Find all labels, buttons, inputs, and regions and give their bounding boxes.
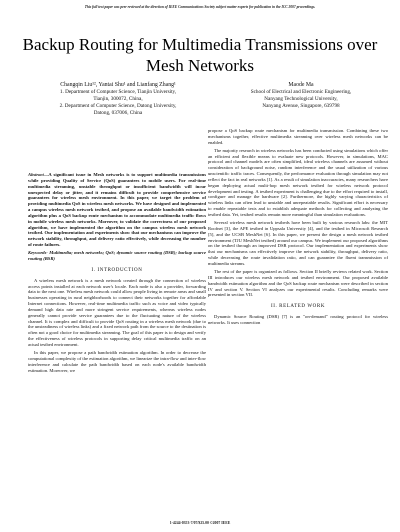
left-column (28, 172, 206, 376)
abstract (28, 172, 206, 248)
affiliation-line: 1. Department of Computer Science, Tianjin University, (59, 88, 177, 95)
intro-paragraph-2: In this paper, we propose a path bandwidth estimation algorithm. In order to decrease the computational complexity of the estimation algorithm, we linearize the intra-flow and inter-flow interference and calculate the path bandwidth based on each node's available bandwidth estimation. Moreover, we (28, 350, 206, 373)
section-heading-related-work: II. RELATED WORK (270, 304, 326, 310)
affiliation-line: School of Electrical and Electronic Engineering, (250, 88, 352, 95)
affiliation-line: Tianjin, 300072, China, (93, 95, 143, 102)
affiliation-line: Nanyang Technological University, (264, 95, 338, 102)
affiliation-line: 2. Department of Computer Science, Datong University, (59, 102, 177, 109)
author-names-left: Changqin Liu¹², Yantai Shu¹ and Lianfang Zhang¹ (60, 82, 176, 88)
author-names-right: Maode Ma (288, 82, 314, 88)
intro-paragraph-3: propose a QoS backup route mechanism for multimedia transmission. Combining these two mechanisms together, effective multimedia streaming over wireless mesh networks can be enabled. (208, 128, 388, 145)
intro-paragraph-5: Several wireless mesh network testbeds have been built by various research labs: the MIT Roofnet [3], the APE testbed in Uppsala University [4], and the testbed in Microsoft Research [5], and the UCSB MeshNet [6]. In this paper, we present the design a mesh network testbed environment (TJU MeshNet testbed) around our campus. We implement our proposed algorithms on the testbed through an improved DSR protocol. Our implementation and experiments show that our mechanisms can effectively improve the network stability, throughput, delivery ratio, while decreasing the route invalidation ratio, and can guarantee the fluent transmission of multimedia streams. (208, 220, 388, 266)
author-block-left (28, 82, 208, 117)
intro-paragraph-6: The rest of the paper is organized as follows. Section II briefly reviews related work. Section III introduces our wireless mesh network and testbed environment. Our proposed available bandwidth estimation algorithm and the QoS backup route mechanism were described in section IV and section V. Section VI analyzes our experimental results. Concluding remarks were presented in section VII. (208, 268, 388, 298)
abstract-lead: Abstract (28, 172, 44, 177)
right-column (208, 128, 388, 328)
author-block-right (212, 82, 390, 110)
section-heading-introduction: I. INTRODUCTION (91, 267, 143, 273)
intro-paragraph-4: The majority research in wireless networks has been conducted using simulations which offer an efficient and flexible means to evaluate new protocols. However, in simulations, MAC protocol and channel models are often simplified, ideal wireless channels are assumed without consideration of background noise, random interference and the usual utilization of various unscientific traffic traces. Consequently, the performance evaluation through simulation may not reflect the fact in real networks [1]. As a result of simulation inaccuracies, many researchers have begun deploying actual multi-hop mesh network testbed for wireless network protocol development and testing. A testbed experiment is challenging due to the effort required to install, configure and manage the hardware [2]. Furthermore, the highly varying characteristics of wireless links can often lead to unstable and unrepeatable results. Significant effort is necessary to enable repeatable tests and to establish adequate methods for collecting and analyzing the testbed data. Yet, testbed results remain more meaningful than simulation evaluations. (208, 147, 388, 217)
review-notice: This full text paper was peer reviewed at the direction of IEEE Communications Society subject matter experts for publication in the ICC 2007 proceedings. (84, 5, 316, 9)
affiliation-line: Nanyang Avenue, Singapore, 639798 (262, 102, 340, 109)
related-work-paragraph: Dynamic Source Routing (DSR) [7] is an "on-demand" routing protocol for wireless networks. It uses connection (208, 314, 388, 325)
keywords: Keywords- Multimedia; mesh networks; QoS; dynamic source routing (DSR); backup source routing (BSR) (28, 250, 206, 261)
affiliation-line: Datong, 037006, China (93, 109, 143, 116)
paper-title: Backup Routing for Multimedia Transmissions over Mesh Networks (22, 35, 378, 75)
intro-paragraph-1: A wireless mesh network is a mesh network created through the connection of wireless access points installed at each network user's locale. Each node is also a provider, forwarding data to the next one. Wireless mesh network could allow people living in remote areas and small businesses operating in rural neighborhoods to connect their networks together for affordable Internet connections. However, real-time multimedia traffic such as voice and video typically demand high data rate and more stringent service requirements, whereas wireless nodes generally cannot provide service guarantees due to the fluctuating nature of the wireless channel. It is complex and difficult to provide QoS routing in a wireless mesh network (due to the unsteadiness of wireless links) and a fixed network path from the source to the destination is often not a good choice for multimedia streaming. The goal of this paper is to design and verify the effectiveness of wireless protocols in supporting delay critical multimedia traffic on an actual testbed environment. (28, 277, 206, 347)
abstract-body: —A significant issue in Mesh networks is to support multimedia transmissions while providing Quality of Service (QoS) guarantees to mobile users. For real-time multimedia streaming, unstable throughput or insufficient bandwidth will incur unexpected delay or jitter, and it remains difficult to provide comprehensive service guarantees for wireless mesh environment. In this paper, we target the problem of providing multimedia QoS in wireless mesh networks. We have designed and implemented a campus wireless mesh network testbed, and propose an available bandwidth estimation algorithm plus a QoS backup route mechanism to accommodate multimedia traffic flows in mobile wireless mesh networks. Moreover, to validate the correctness of our proposed algorithm, we have implemented the algorithm on the campus wireless mesh network testbed. Our implementation and experiments show that our mechanisms can improve the network stability, throughput, and delivery ratio effectively, while decreasing the number of route failures. (28, 172, 206, 248)
copyright-footer: 1-4244-0353-7/07/$25.00 ©2007 IEEE (169, 521, 231, 525)
